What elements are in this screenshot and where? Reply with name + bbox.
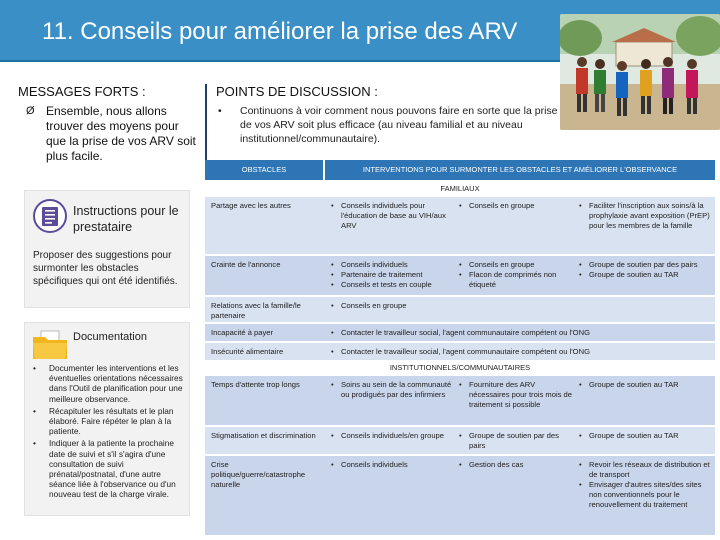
intervention-cell — [577, 260, 711, 280]
documentation-heading: Documentation — [73, 331, 147, 343]
section-family: FAMILIAUX — [205, 182, 715, 196]
intervention-cell — [329, 380, 453, 400]
intervention-cell — [329, 201, 453, 231]
intervention-cell — [329, 431, 453, 441]
list-item: • Envisager d'autres sites/des sites non conventionnels pour le renouvellement du traitement — [577, 480, 711, 510]
list-item: • Faciliter l'inscription aux soins/à la prophylaxie avant exposition (PrEP) pour les membres de la famille — [577, 201, 711, 231]
header-interventions: INTERVENTIONS POUR SURMONTER LES OBSTACLES ET AMÉLIORER L'OBSERVANCE — [325, 160, 715, 180]
page-title: 11. Conseils pour améliorer la prise des ARV — [42, 18, 518, 45]
obstacle-cell: Temps d'attente trop longs — [211, 380, 300, 389]
list-item: • Partenaire de traitement — [329, 270, 453, 280]
intervention-cell — [457, 380, 575, 410]
obstacle-cell: Incapacité à payer — [211, 328, 274, 337]
intervention-cell — [577, 431, 711, 441]
header-obstacles: OBSTACLES — [205, 160, 323, 180]
obstacle-cell: Crise politique/guerre/catastrophe naturelle — [211, 460, 306, 489]
list-item: • Flacon de comprimés non étiqueté — [457, 270, 575, 290]
intervention-cell — [329, 260, 453, 290]
list-item: • Conseils individuels/en groupe — [329, 431, 453, 441]
intervention-cell — [457, 260, 575, 290]
list-item: • Fourniture des ARV nécessaires pour trois mois de traitement si possible — [457, 380, 575, 410]
list-item: • Conseils en groupe — [329, 301, 453, 311]
intervention-cell — [577, 460, 711, 510]
obstacle-cell: Stigmatisation et discrimination — [211, 431, 316, 440]
list-item: • Documenter les interventions et les éventuelles orientations nécessaires dans l'Outil de planification pour une meilleure observance. — [31, 363, 187, 404]
section-institutional: INSTITUTIONNELS/COMMUNAUTAIRES — [205, 361, 715, 375]
strong-message-text: Ensemble, nous allons trouver des moyens pour que la prise de vos ARV soit plus facile. — [46, 104, 196, 163]
intervention-cell — [329, 460, 453, 470]
list-item: • Contacter le travailleur social, l'agent communautaire compétent ou l'ONG — [329, 328, 709, 338]
documentation-panel — [24, 322, 190, 516]
table-row — [205, 426, 715, 454]
obstacle-cell: Insécurité alimentaire — [211, 347, 284, 356]
discussion-heading: POINTS DE DISCUSSION : — [216, 84, 378, 99]
intervention-cell — [577, 380, 711, 390]
provider-instructions-panel — [24, 190, 190, 308]
list-item: • Conseils et tests en couple — [329, 280, 453, 290]
discussion-text: Continuons à voir comment nous pouvons faire en sorte que la prise de vos ARV soit plus efficace (au niveau familial et au niveau institutionnel/communautaire). — [240, 105, 558, 145]
intervention-cell — [577, 201, 711, 231]
intervention-cell — [329, 328, 709, 338]
community-photo — [560, 14, 720, 130]
intervention-cell — [457, 201, 575, 211]
list-item: • Conseils en groupe — [457, 260, 575, 270]
obstacle-cell: Relations avec la famille/le partenaire — [211, 301, 301, 320]
intervention-cell — [329, 301, 453, 311]
list-item: • Groupe de soutien au TAR — [577, 380, 711, 390]
messages-heading: MESSAGES FORTS : — [18, 84, 146, 99]
table-row — [205, 455, 715, 535]
folder-icon — [31, 329, 69, 361]
bullet-icon: • — [218, 105, 222, 117]
intervention-cell — [329, 347, 709, 357]
table-row — [205, 375, 715, 425]
list-item: • Groupe de soutien par des pairs — [577, 260, 711, 270]
arrow-bullet-icon: Ø — [26, 105, 35, 117]
list-item: • Groupe de soutien par des pairs — [457, 431, 575, 451]
table-row — [205, 196, 715, 254]
discussion-point — [218, 104, 558, 146]
obstacles-table — [205, 160, 715, 536]
table-row — [205, 296, 715, 322]
intervention-cell — [457, 460, 575, 470]
obstacle-cell: Crainte de l'annonce — [211, 260, 281, 269]
intervention-cell — [457, 431, 575, 451]
list-item: • Indiquer à la patiente la prochaine date de suivi et s'il s'agira d'une consultation de suivi prénatal/postnatal, d'une autre séance liée à l'observance ou d'un nouveau test de la charge virale. — [31, 438, 187, 499]
list-item: • Conseils individuels — [329, 460, 453, 470]
list-item: • Contacter le travailleur social, l'agent communautaire compétent ou l'ONG — [329, 347, 709, 357]
checklist-icon — [33, 199, 67, 233]
provider-instructions-text: Proposer des suggestions pour surmonter les obstacles spécifiques qui ont été identifiés. — [33, 250, 178, 287]
table-row — [205, 255, 715, 295]
list-item: • Conseils en groupe — [457, 201, 575, 211]
list-item: • Revoir les réseaux de distribution et de transport — [577, 460, 711, 480]
list-item: • Gestion des cas — [457, 460, 575, 470]
table-row — [205, 342, 715, 360]
provider-instructions-heading: Instructions pour le prestataire — [73, 204, 179, 234]
strong-message — [28, 104, 198, 164]
documentation-list — [31, 363, 187, 502]
table-row — [205, 323, 715, 341]
list-item: • Conseils individuels — [329, 260, 453, 270]
list-item: • Groupe de soutien au TAR — [577, 270, 711, 280]
list-item: • Soins au sein de la communauté ou prodigués par des infirmiers — [329, 380, 453, 400]
column-divider — [205, 84, 207, 160]
obstacle-cell: Partage avec les autres — [211, 201, 291, 210]
list-item: • Groupe de soutien au TAR — [577, 431, 711, 441]
list-item: • Conseils individuels pour l'éducation de base au VIH/aux ARV — [329, 201, 453, 231]
list-item: • Récapituler les résultats et le plan élaboré. Faire répéter le plan à la patiente. — [31, 406, 187, 437]
